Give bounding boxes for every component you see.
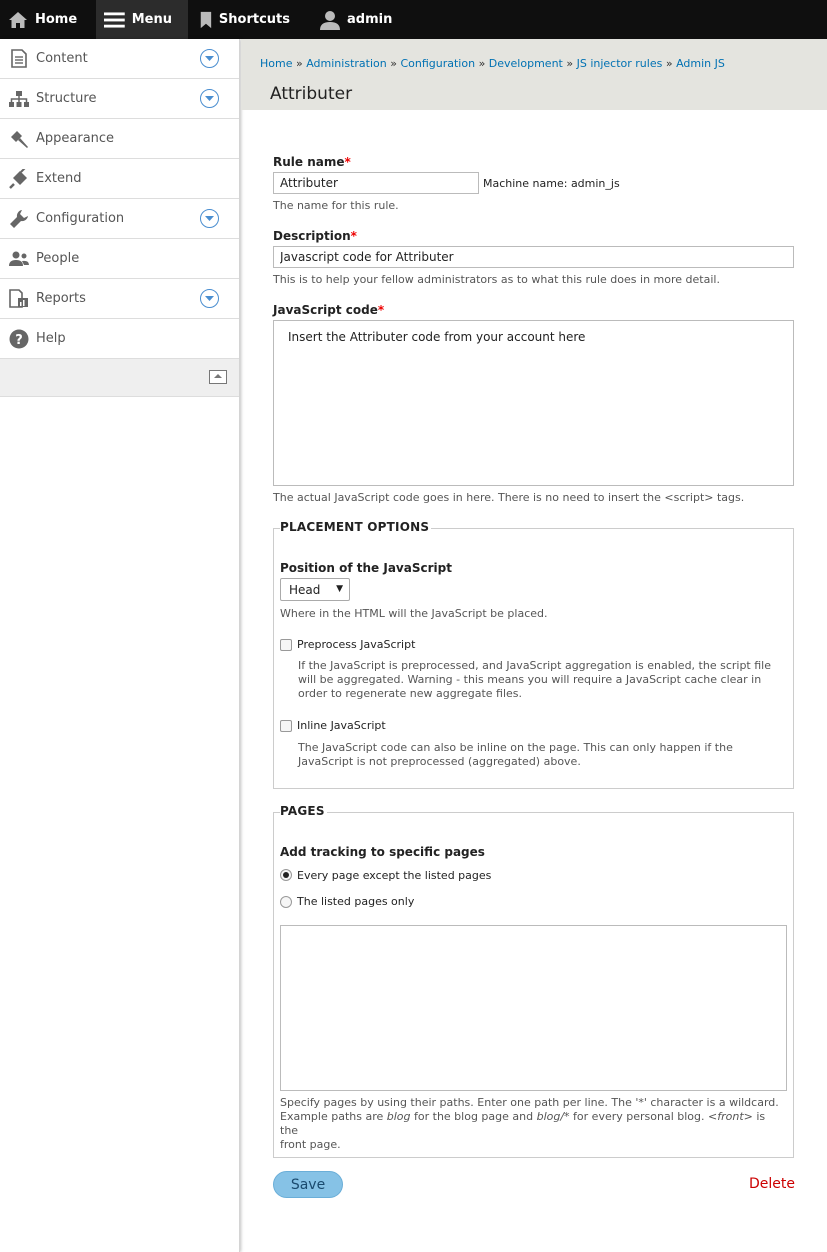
sidebar-item-reports[interactable] — [0, 279, 239, 319]
rule-name-input[interactable] — [273, 172, 479, 194]
pages-help-line-2: Example paths are blog for the blog page and blog/* for every personal blog. <front> is the — [280, 1110, 766, 1137]
sidebar-item-label: Configuration — [36, 211, 125, 226]
machine-name-text: Machine name: admin_js — [483, 177, 620, 190]
tracking-label: Add tracking to specific pages — [280, 845, 485, 859]
pages-help-line-3: front page. — [280, 1138, 341, 1151]
radio-listed-pages-only[interactable] — [280, 896, 292, 908]
preprocess-label[interactable]: Preprocess JavaScript — [297, 638, 416, 651]
position-select-value: Head — [289, 583, 321, 597]
toolbar-home-link[interactable] — [0, 0, 96, 39]
inline-checkbox[interactable] — [280, 720, 292, 732]
breadcrumb-separator: » — [566, 57, 574, 70]
breadcrumb-separator: » — [295, 57, 303, 70]
toolbar-shortcuts-label: Shortcuts — [218, 12, 290, 27]
collapse-sidebar-icon[interactable] — [209, 370, 227, 384]
rule-name-label: Rule name* — [273, 155, 351, 169]
sidebar-item-label: People — [36, 251, 80, 266]
breadcrumb-admin-js[interactable]: Admin JS — [676, 57, 725, 70]
breadcrumb — [260, 57, 725, 70]
dropdown-arrow-icon: ▼ — [336, 584, 343, 594]
required-marker: * — [377, 303, 385, 317]
help-icon — [9, 329, 29, 349]
sidebar-footer — [0, 359, 239, 397]
admin-sidebar — [0, 39, 240, 1252]
sidebar-item-people[interactable] — [0, 239, 239, 279]
brush-icon — [9, 129, 29, 149]
delete-link[interactable]: Delete — [749, 1176, 795, 1192]
chevron-down-icon[interactable] — [200, 209, 219, 228]
breadcrumb-administration[interactable]: Administration — [306, 57, 387, 70]
sidebar-item-label: Appearance — [36, 131, 115, 146]
sidebar-item-help[interactable] — [0, 319, 239, 359]
sidebar-item-extend[interactable] — [0, 159, 239, 199]
chevron-down-icon[interactable] — [200, 89, 219, 108]
breadcrumb-separator: » — [478, 57, 486, 70]
svg-text:?: ? — [15, 332, 23, 348]
admin-toolbar — [0, 0, 827, 39]
sidebar-item-appearance[interactable] — [0, 119, 239, 159]
preprocess-checkbox[interactable] — [280, 639, 292, 651]
toolbar-home-label: Home — [35, 12, 78, 27]
breadcrumb-development[interactable]: Development — [488, 57, 563, 70]
chevron-down-icon[interactable] — [200, 49, 219, 68]
breadcrumb-configuration[interactable]: Configuration — [400, 57, 476, 70]
pages-help-line-1: Specify pages by using their paths. Enter one path per line. The '*' character is a wildcard. — [280, 1096, 779, 1109]
placement-options-legend: PLACEMENT OPTIONS — [280, 520, 430, 534]
sidebar-item-label: Content — [36, 51, 88, 66]
inline-help: The JavaScript code can also be inline on the page. This can only happen if the JavaScript is not preprocessed (aggregated) above. — [298, 741, 733, 768]
position-select[interactable] — [280, 578, 350, 601]
sidebar-item-label: Structure — [36, 91, 97, 106]
toolbar-shortcuts-tab[interactable] — [188, 0, 306, 39]
people-icon — [9, 249, 29, 269]
sidebar-item-label: Help — [36, 331, 66, 346]
js-code-textarea[interactable] — [273, 320, 794, 486]
preprocess-help: If the JavaScript is preprocessed, and JavaScript aggregation is enabled, the script file will be aggregated. Warning - this means you will require a JavaScript cache clear in order to regenerate new aggregate files. — [298, 659, 771, 700]
pages-textarea[interactable] — [280, 925, 787, 1091]
sidebar-item-content[interactable] — [0, 39, 239, 79]
breadcrumb-separator: » — [390, 57, 397, 70]
js-code-help: The actual JavaScript code goes in here. There is no need to insert the <script> tags. — [273, 491, 745, 504]
radio-every-page-except[interactable] — [280, 869, 292, 881]
description-label: Description* — [273, 229, 357, 243]
radio-every-page-except-label[interactable]: Every page except the listed pages — [297, 869, 492, 882]
home-icon — [8, 11, 28, 29]
position-help: Where in the HTML will the JavaScript be placed. — [280, 607, 548, 620]
plug-icon — [9, 169, 29, 189]
bookmark-icon — [200, 9, 212, 31]
breadcrumb-js-injector-rules[interactable]: JS injector rules — [576, 57, 663, 70]
toolbar-user-tab[interactable] — [306, 0, 408, 39]
required-marker: * — [344, 155, 351, 169]
hamburger-icon — [104, 11, 125, 29]
position-label: Position of the JavaScript — [280, 561, 452, 575]
pages-help — [280, 1096, 785, 1152]
inline-label[interactable]: Inline JavaScript — [297, 719, 386, 732]
rule-name-description: The name for this rule. — [273, 199, 399, 212]
js-code-label: JavaScript code* — [273, 303, 385, 317]
chevron-down-icon[interactable] — [200, 289, 219, 308]
page-header — [241, 39, 827, 110]
hierarchy-icon — [9, 89, 29, 109]
report-icon — [9, 289, 29, 309]
breadcrumb-home[interactable]: Home — [260, 57, 293, 70]
description-input[interactable] — [273, 246, 794, 268]
page-title: Attributer — [270, 84, 353, 104]
document-icon — [9, 49, 29, 69]
user-icon — [320, 10, 340, 30]
toolbar-menu-tab[interactable] — [96, 0, 188, 39]
description-help: This is to help your fellow administrators as to what this rule does in more detail. — [273, 273, 720, 286]
toolbar-menu-label: Menu — [131, 12, 172, 27]
breadcrumb-separator: » — [665, 57, 673, 70]
save-button[interactable]: Save — [273, 1171, 343, 1198]
sidebar-item-label: Extend — [36, 171, 82, 186]
wrench-icon — [9, 209, 29, 229]
sidebar-item-structure[interactable] — [0, 79, 239, 119]
sidebar-item-label: Reports — [36, 291, 86, 306]
toolbar-user-label: admin — [347, 12, 393, 27]
required-marker: * — [350, 229, 357, 243]
sidebar-item-configuration[interactable] — [0, 199, 239, 239]
radio-listed-pages-only-label[interactable]: The listed pages only — [297, 895, 415, 908]
pages-legend: PAGES — [280, 804, 325, 818]
